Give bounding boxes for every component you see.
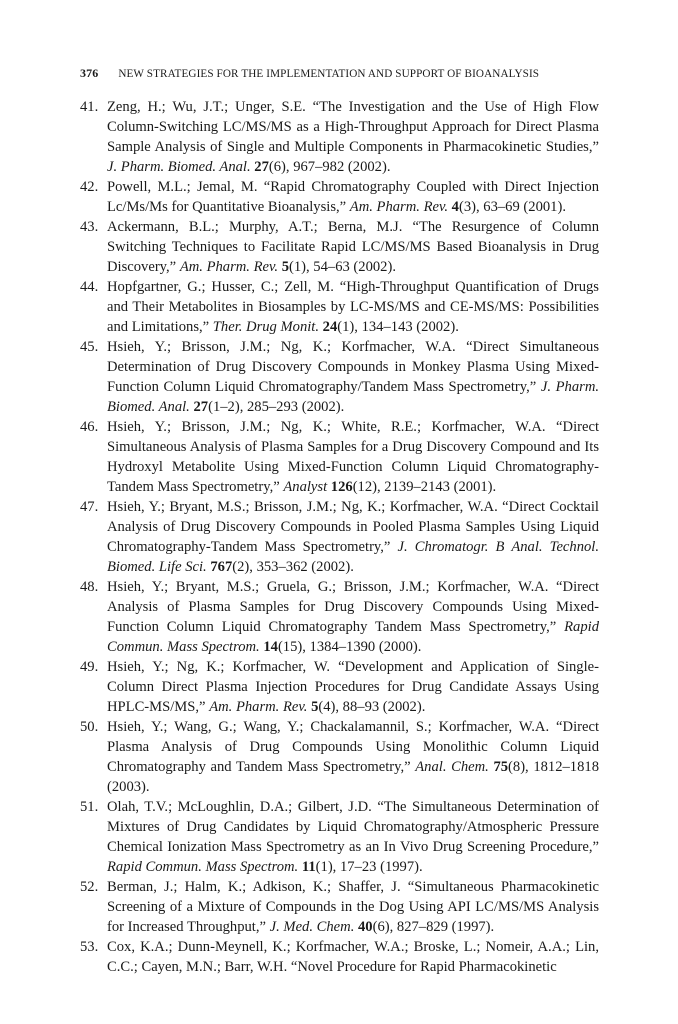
reference-text: Hsieh, Y.; Ng, K.; Korfmacher, W. “Development and Application of Single-Column Direct Plasma Injection Procedures for Drug Candidate Assays Using HPLC-MS/MS,” [107,659,599,715]
reference-journal: J. Chromatogr. B Anal. Technol. Biomed. Life Sci. [107,539,599,575]
reference-rest: (8), 1812–1818 (2003). [107,759,599,795]
reference-number: 44. [80,279,99,295]
reference-number: 48. [80,579,99,595]
reference-item [80,877,599,937]
reference-text: Hsieh, Y.; Brisson, J.M.; Ng, K.; Korfmacher, W.A. “Direct Simultaneous Determination of Drug Discovery Compounds in Monkey Plasma Using Mixed-Function Column Liquid Chromatography/Tandem Mass Spectrometry,” [107,339,599,395]
reference-rest: (1), 54–63 (2002). [288,259,396,275]
reference-item [80,217,599,277]
reference-text: Olah, T.V.; McLoughlin, D.A.; Gilbert, J.D. “The Simultaneous Determination of Mixtures of Drug Candidates by Liquid Chromatography/Atmospheric Pressure Chemical Ionization Mass Spectrometry as an In Vivo Drug Screening Procedure,” [107,799,599,855]
reference-volume: 75 [493,759,509,775]
reference-item [80,937,599,977]
reference-rest: (6), 827–829 (1997). [372,919,495,935]
reference-number: 52. [80,879,99,895]
reference-text: Powell, M.L.; Jemal, M. “Rapid Chromatography Coupled with Direct Injection Lc/Ms/Ms for Quantitative Bioanalysis,” [107,179,599,215]
reference-number: 42. [80,179,99,195]
reference-number: 53. [80,939,99,955]
reference-text: Zeng, H.; Wu, J.T.; Unger, S.E. “The Investigation and the Use of High Flow Column-Switching LC/MS/MS as a High-Throughput Approach for Direct Plasma Sample Analysis of Single and Multiple Components in Pharmacokinetic Studies,” [107,99,599,155]
reference-item [80,97,599,177]
reference-item [80,277,599,337]
reference-number: 46. [80,419,99,435]
reference-rest: (1), 134–143 (2002). [337,319,459,335]
reference-number: 51. [80,799,99,815]
reference-journal: Am. Pharm. Rev. [209,699,308,715]
page-number: 376 [80,66,99,80]
reference-volume: 14 [263,639,278,655]
reference-rest: (4), 88–93 (2002). [318,699,426,715]
reference-journal: Anal. Chem. [415,759,489,775]
reference-volume: 126 [330,479,353,495]
reference-item [80,657,599,717]
reference-text: Cox, K.A.; Dunn-Meynell, K.; Korfmacher, W.A.; Broske, L.; Nomeir, A.A.; Lin, C.C.; Cayen, M.N.; Barr, W.H. “Novel Procedure for Rapid Pharmacokinetic [107,939,599,975]
reference-number: 50. [80,719,99,735]
reference-journal: Am. Pharm. Rev. [349,199,449,215]
reference-item [80,417,599,497]
reference-number: 47. [80,499,99,515]
reference-volume: 27 [193,399,209,415]
reference-journal: Ther. Drug Monit. [212,319,320,335]
reference-text: Hsieh, Y.; Brisson, J.M.; Ng, K.; White, R.E.; Korfmacher, W.A. “Direct Simultaneous Analysis of Plasma Samples for a Drug Discovery Compound and Its Hydroxyl Metabolite Using Mixed-Function Column Liquid Chromatography-Tandem Mass Spectrometry,” [107,419,599,495]
reference-volume: 11 [301,859,316,875]
reference-rest: (1–2), 285–293 (2002). [208,399,345,415]
reference-number: 49. [80,659,99,675]
reference-item [80,177,599,217]
reference-text: Hsieh, Y.; Bryant, M.S.; Gruela, G.; Brisson, J.M.; Korfmacher, W.A. “Direct Analysis of Plasma Samples for Drug Discovery Compounds Using Mixed-Function Column Liquid Chromatography Tandem Mass Spectrometry,” [107,579,599,635]
reference-rest: (1), 17–23 (1997). [315,859,423,875]
reference-volume: 5 [311,699,319,715]
reference-rest: (6), 967–982 (2002). [268,159,391,175]
running-header [80,66,600,81]
reference-list [80,97,599,977]
reference-item [80,337,599,417]
reference-text: Ackermann, B.L.; Murphy, A.T.; Berna, M.J. “The Resurgence of Column Switching Techniques to Facilitate Rapid LC/MS/MS Based Bioanalysis in Drug Discovery,” [107,219,599,275]
reference-volume: 27 [254,159,269,175]
reference-number: 45. [80,339,99,355]
reference-rest: (12), 2139–2143 (2001). [352,479,497,495]
reference-rest: (2), 353–362 (2002). [232,559,354,575]
reference-journal: J. Pharm. Biomed. Anal. [107,379,600,415]
reference-rest: (15), 1384–1390 (2000). [277,639,422,655]
reference-journal: J. Pharm. Biomed. Anal. [107,159,251,175]
reference-item [80,577,599,657]
reference-item [80,497,599,577]
reference-volume: 40 [358,919,373,935]
reference-text: Hsieh, Y.; Wang, G.; Wang, Y.; Chackalamannil, S.; Korfmacher, W.A. “Direct Plasma Analysis of Drug Compounds Using Monolithic Column Liquid Chromatography and Tandem Mass Spectrometry,” [107,719,599,775]
reference-journal: J. Med. Chem. [269,919,355,935]
reference-volume: 767 [210,559,233,575]
reference-number: 43. [80,219,99,235]
reference-volume: 24 [322,319,338,335]
reference-volume: 4 [451,199,459,215]
running-title: NEW STRATEGIES FOR THE IMPLEMENTATION AND SUPPORT OF BIOANALYSIS [118,68,540,80]
reference-text: Hsieh, Y.; Bryant, M.S.; Brisson, J.M.; Ng, K.; Korfmacher, W.A. “Direct Cocktail Analysis of Drug Discovery Compounds in Pooled Plasma Samples Using Liquid Chromatography-Tandem Mass Spectrometry,” [107,499,599,555]
reference-item [80,717,599,797]
reference-journal: Rapid Commun. Mass Spectrom. [107,859,299,875]
reference-text: Hopfgartner, G.; Husser, C.; Zell, M. “High-Throughput Quantification of Drugs and Their Metabolites in Biosamples by LC-MS/MS and CE-MS/MS: Possibilities and Limitations,” [107,279,599,335]
reference-journal: Analyst [283,479,328,495]
reference-volume: 5 [281,259,289,275]
reference-journal: Am. Pharm. Rev. [179,259,279,275]
reference-text: Berman, J.; Halm, K.; Adkison, K.; Shaffer, J. “Simultaneous Pharmacokinetic Screening of a Mixture of Compounds in the Dog Using API LC/MS/MS Analysis for Increased Throughput,” [107,879,599,935]
reference-journal: Rapid Commun. Mass Spectrom. [107,619,599,655]
reference-rest: (3), 63–69 (2001). [458,199,566,215]
reference-item [80,797,599,877]
reference-number: 41. [80,99,99,115]
